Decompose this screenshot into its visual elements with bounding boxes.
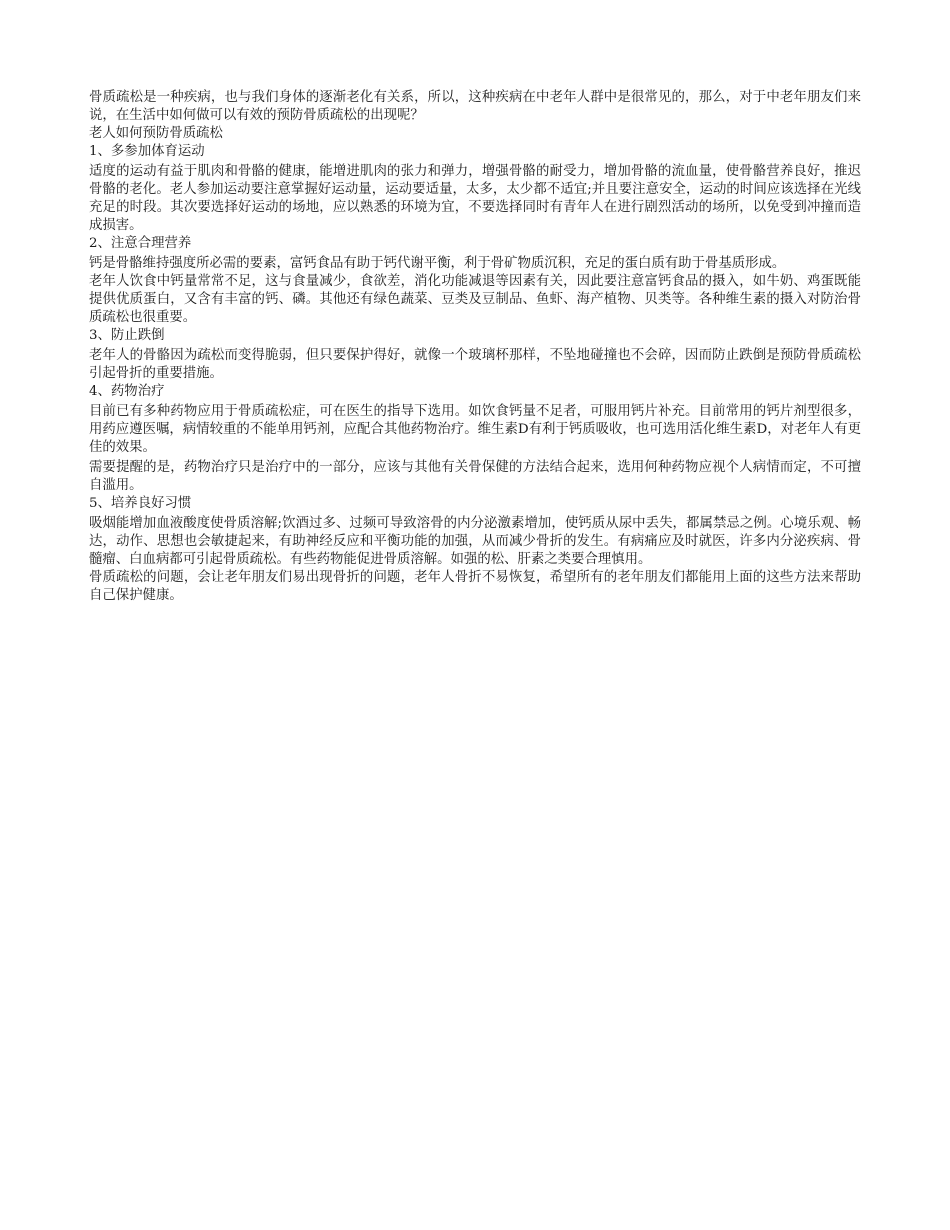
section-5-paragraph-1: 吸烟能增加血液酸度使骨质溶解;饮酒过多、过频可导致溶骨的内分泌激素增加，使钙质从尿中丢失，都属禁忌之例。心境乐观、畅达，动作、思想也会敏捷起来，有助神经反应和平衡功能的加强，从而减少骨折的发生。有病痛应及时就医，许多内分泌疾病、骨髓瘤、白血病都可引起骨质疏松。有些药物能促进骨质溶解。如强的松、肝素之类要合理慎用。	[89, 516, 861, 567]
conclusion-paragraph: 骨质疏松的问题，会让老年朋友们易出现骨折的问题，老年人骨折不易恢复，希望所有的老年朋友们都能用上面的这些方法来帮助自己保护健康。	[89, 570, 861, 603]
section-2-heading: 2、注意合理营养	[89, 236, 192, 251]
intro-paragraph: 骨质疏松是一种疾病，也与我们身体的逐渐老化有关系，所以，这种疾病在中老年人群中是很常见的，那么，对于中老年朋友们来说，在生活中如何做可以有效的预防骨质疏松的出现呢？	[89, 90, 861, 123]
section-1-paragraph-1: 适度的运动有益于肌肉和骨骼的健康，能增进肌肉的张力和弹力，增强骨骼的耐受力，增加骨骼的流血量，使骨骼营养良好，推迟骨骼的老化。老人参加运动要注意掌握好运动量，运动要适量，太多，太少都不适宜;并且要注意安全，运动的时间应该选择在光线充足的时段。其次要选择好运动的场地，应以熟悉的环境为宜，不要选择同时有青年人在进行剧烈活动的场所，以免受到冲撞而造成损害。	[89, 164, 861, 233]
section-4-heading: 4、药物治疗	[89, 384, 165, 399]
main-heading: 老人如何预防骨质疏松	[89, 126, 223, 141]
section-5-heading: 5、培养良好习惯	[89, 496, 192, 511]
section-4-paragraph-2: 需要提醒的是，药物治疗只是治疗中的一部分，应该与其他有关骨保健的方法结合起来，选用何种药物应视个人病情而定，不可擅自滥用。	[89, 460, 861, 493]
section-1-heading: 1、多参加体育运动	[89, 144, 205, 159]
document-body	[89, 89, 861, 605]
section-3-heading: 3、防止跌倒	[89, 328, 165, 343]
section-2-paragraph-1: 钙是骨骼维持强度所必需的要素，富钙食品有助于钙代谢平衡，利于骨矿物质沉积，充足的蛋白质有助于骨基质形成。	[89, 256, 786, 271]
section-2-paragraph-2: 老年人饮食中钙量常常不足，这与食量减少，食欲差，消化功能减退等因素有关，因此要注意富钙食品的摄入，如牛奶、鸡蛋既能提供优质蛋白，又含有丰富的钙、磷。其他还有绿色蔬菜、豆类及豆制品、鱼虾、海产植物、贝类等。各种维生素的摄入对防治骨质疏松也很重要。	[89, 274, 861, 325]
section-3-paragraph-1: 老年人的骨骼因为疏松而变得脆弱，但只要保护得好，就像一个玻璃杯那样，不坠地碰撞也不会碎，因而防止跌倒是预防骨质疏松引起骨折的重要措施。	[89, 348, 861, 381]
section-4-paragraph-1: 目前已有多种药物应用于骨质疏松症，可在医生的指导下选用。如饮食钙量不足者，可服用钙片补充。目前常用的钙片剂型很多，用药应遵医嘱，病情较重的不能单用钙剂，应配合其他药物治疗。维生素D有利于钙质吸收，也可选用活化维生素D，对老年人有更佳的效果。	[89, 404, 861, 455]
